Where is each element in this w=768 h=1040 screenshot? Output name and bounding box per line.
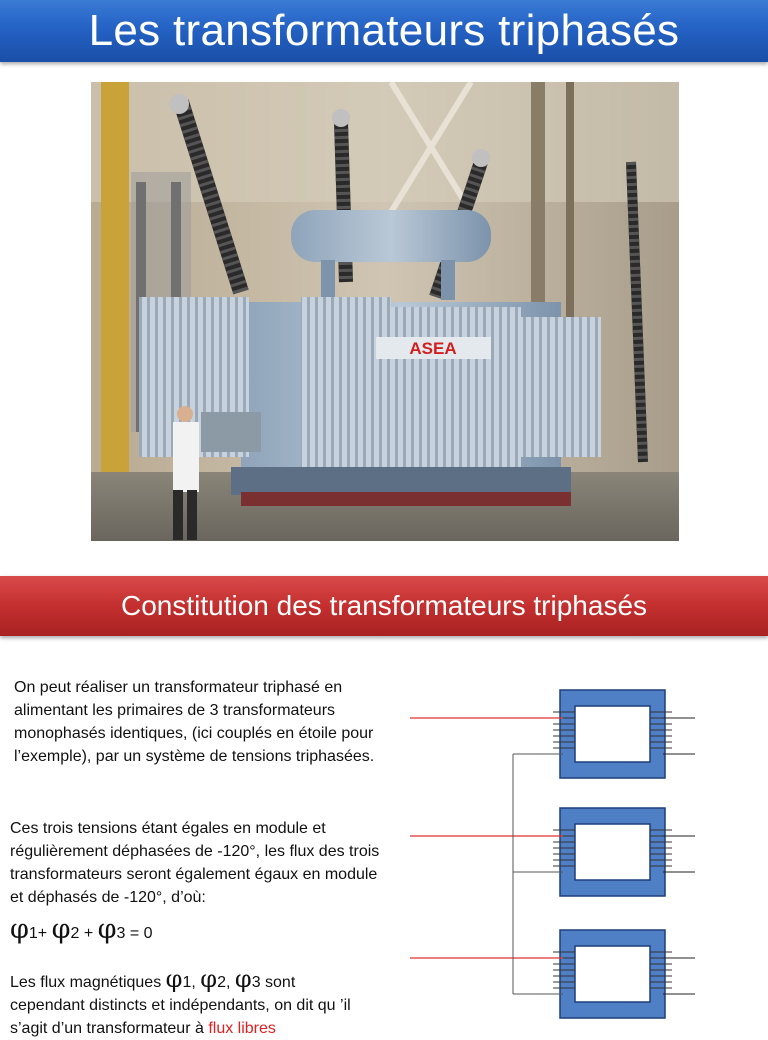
- transformer-photo: [91, 82, 679, 541]
- section-title: Constitution des transformateurs triphasés: [120, 590, 648, 621]
- core-window-2: [575, 824, 650, 880]
- phi-1: φ: [165, 965, 183, 993]
- asea-logo: ASEA: [409, 339, 457, 358]
- title-banner: [0, 0, 768, 62]
- phi-3: φ: [234, 965, 252, 993]
- core-window-1: [575, 706, 650, 762]
- flux-paragraph: [10, 965, 400, 1040]
- phi-2: φ: [200, 965, 218, 993]
- equation-part-1: 1+: [28, 925, 52, 942]
- equation-part-2: 2 +: [70, 925, 98, 942]
- flux-sub-3: 3 sont: [251, 974, 296, 991]
- flux-sub-2: 2,: [217, 974, 235, 991]
- intro-paragraph: On peut réaliser un transformateur triphasé en alimentant les primaires de 3 transformateurs monophasés identiques, (ici couplés en étoile pour l’exemple), par un système de tensions triphasées.: [14, 679, 375, 765]
- equation-part-3: 3 = 0: [116, 925, 153, 942]
- section-banner: [0, 576, 768, 636]
- flux-paragraph-line2: cependant distincts et indépendants, on dit qu ’il: [10, 997, 351, 1014]
- flux-sub-1: 1,: [182, 974, 201, 991]
- phi-symbol-2: φ: [51, 914, 71, 945]
- phi-symbol-1: φ: [10, 914, 29, 945]
- phi-symbol-3: φ: [97, 914, 117, 945]
- three-transformer-diagram: [405, 680, 705, 1029]
- star-coupling-schematic: [405, 680, 705, 1024]
- page-title: Les transformateurs triphasés: [88, 6, 680, 55]
- flux-paragraph-prefix: Les flux magnétiques: [10, 974, 166, 991]
- phase-paragraph: Ces trois tensions étant égales en module et régulièrement déphasées de -120°, les flux des trois transformateurs seront également égaux en module et déphasés de -120°, d’où:: [10, 820, 380, 906]
- flux-equation: [10, 914, 153, 945]
- core-window-3: [575, 946, 650, 1002]
- flux-paragraph-line3: s’agit d’un transformateur à: [10, 1020, 209, 1037]
- flux-libres-highlight: flux libres: [208, 1020, 276, 1037]
